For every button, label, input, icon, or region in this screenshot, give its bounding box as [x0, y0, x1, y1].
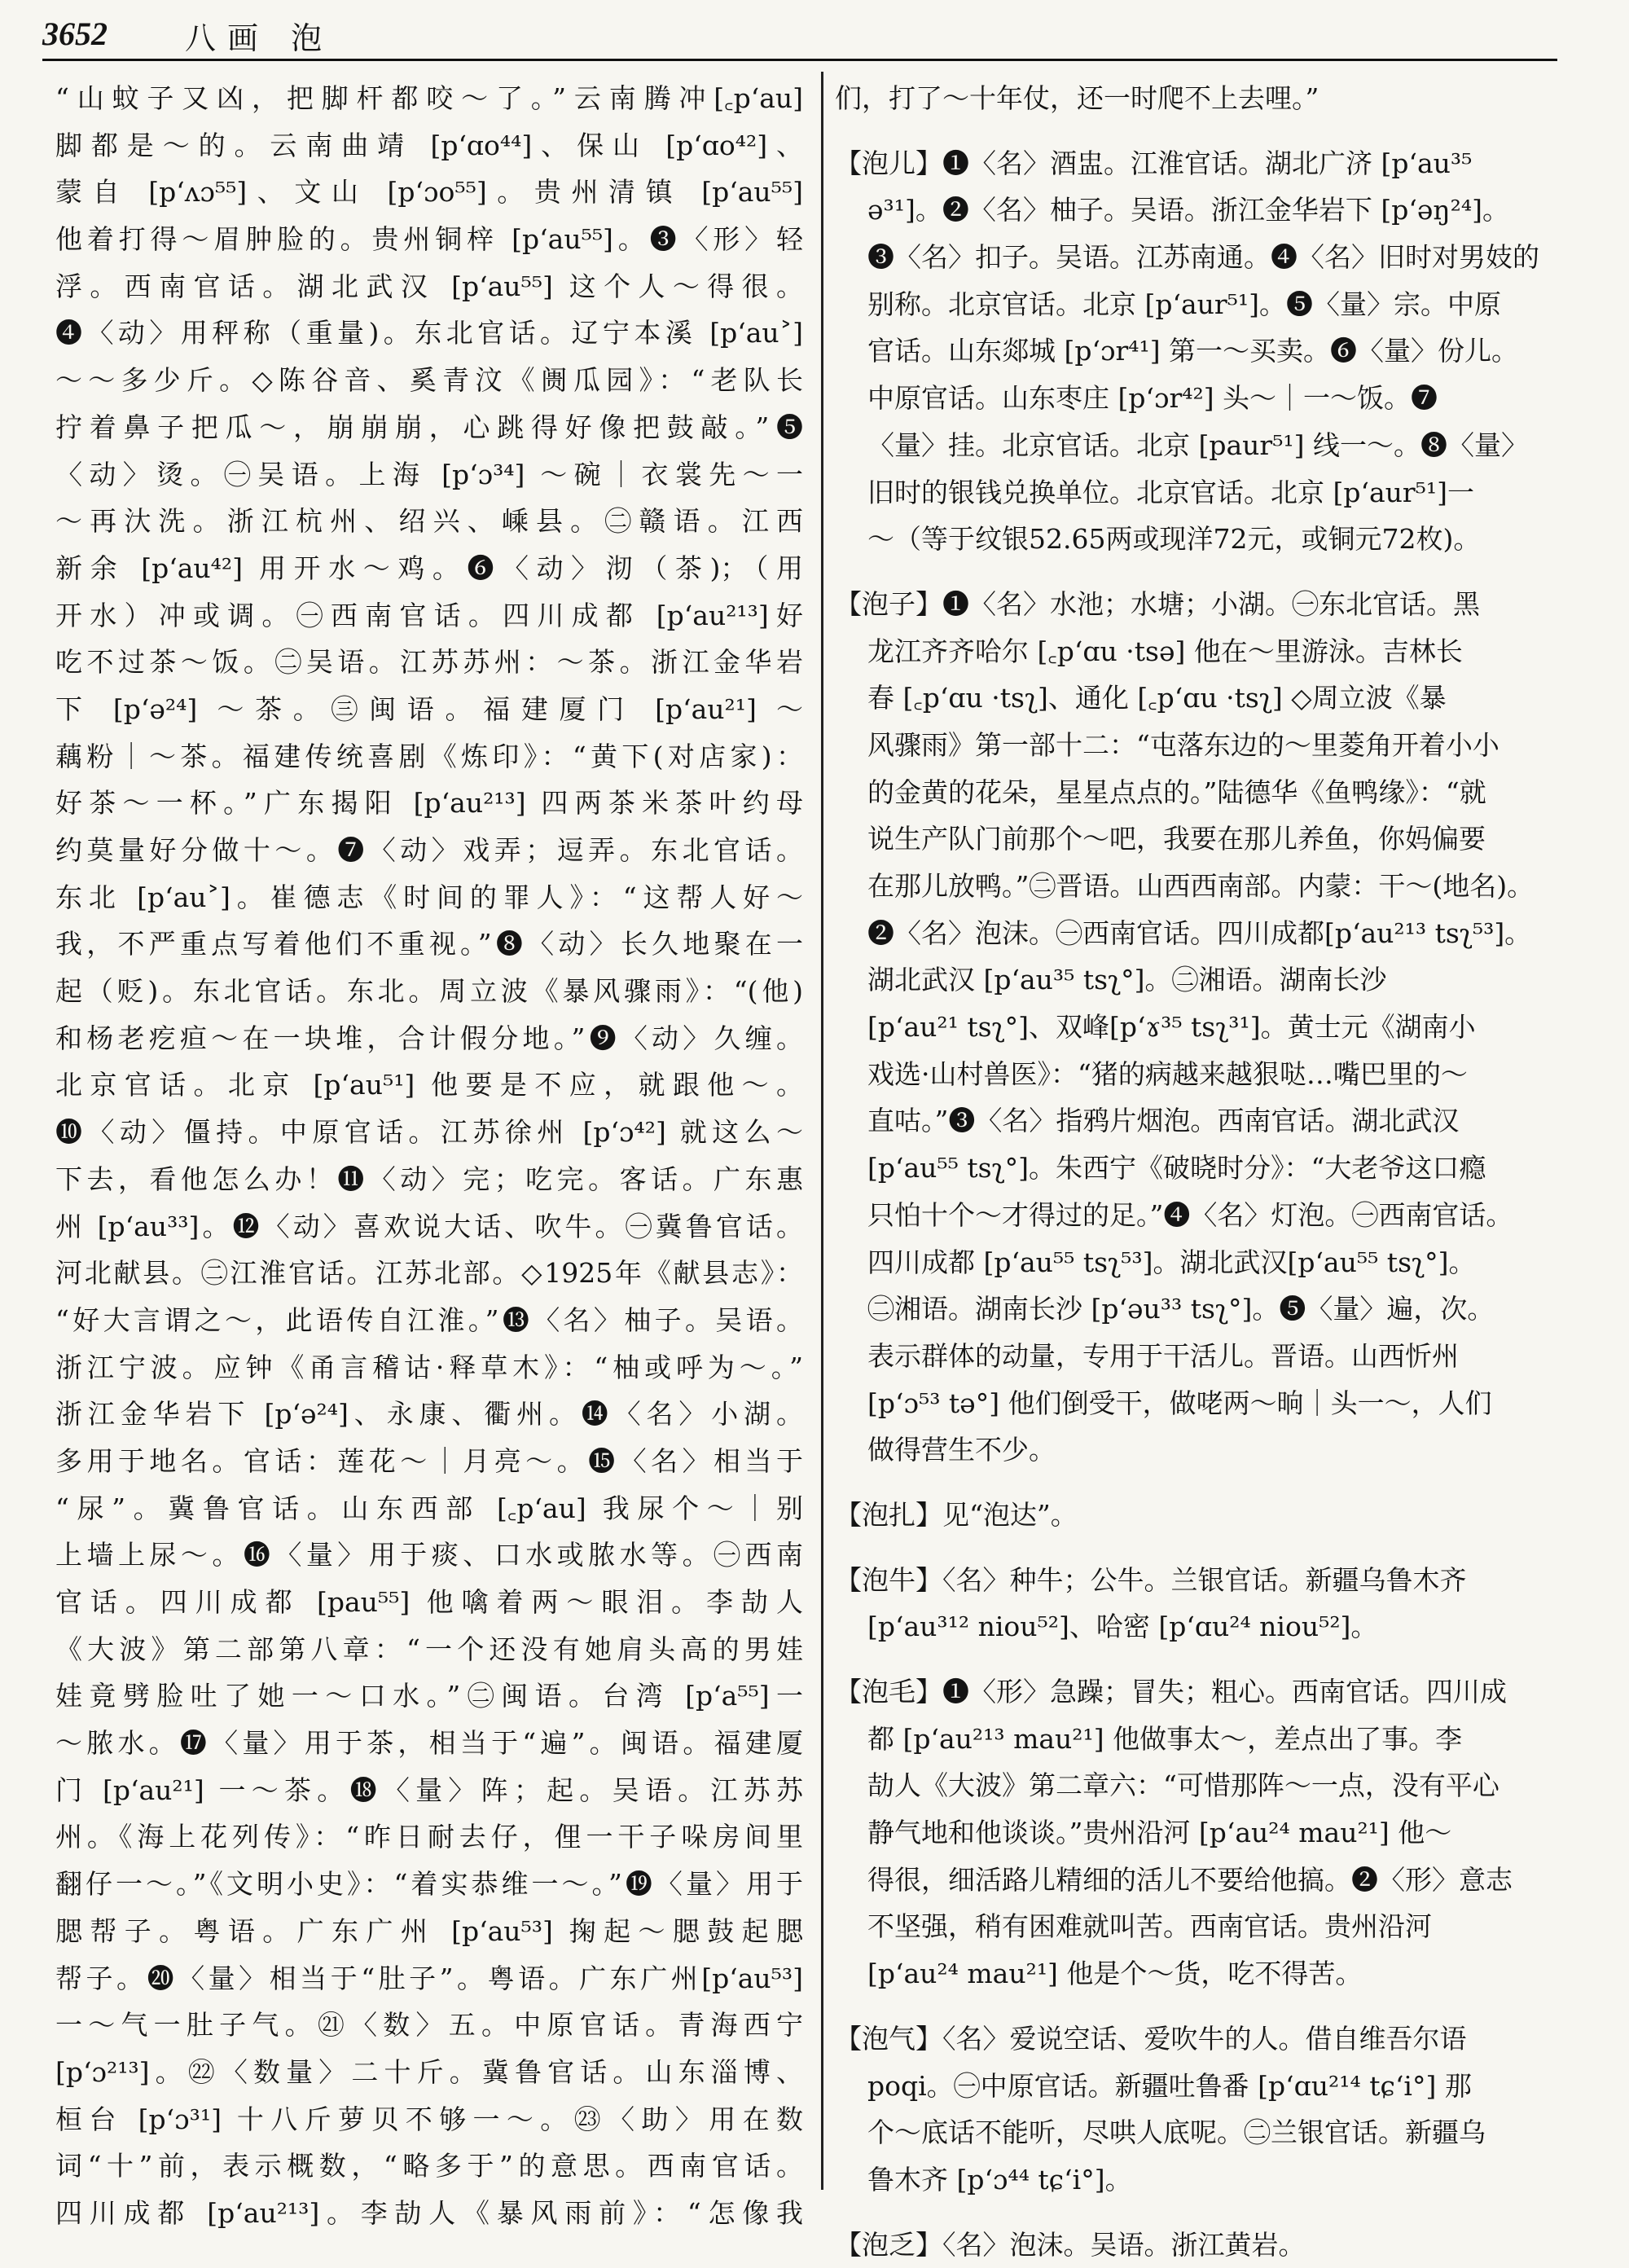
text-line: 一～气一肚子气。㉑〈数〉五。中原官话。青海西宁: [55, 2009, 803, 2042]
text-line: ❹〈动〉用秤称（重量)。东北官话。辽宁本溪 [p‘au˃]: [55, 317, 803, 349]
text-line: 翻仔一～。”《文明小史》：“着实恭维一～。”⓳〈量〉用于: [55, 1868, 803, 1901]
dictionary-entry: [835, 1492, 1568, 1539]
text-line: ㊁湘语。湖南长沙 [p‘əu³³ tsʅ°]。❺〈量〉遍，次。: [867, 1293, 1495, 1325]
text-line: 旧时的银钱兑换单位。北京官话。北京 [p‘aur⁵¹]一: [867, 476, 1475, 508]
text-line: ❸〈名〉扣子。吴语。江苏南通。❹〈名〉旧时对男妓的: [867, 241, 1539, 274]
text-line: 不坚强，稍有困难就叫苦。西南官话。贵州沿河: [867, 1910, 1432, 1943]
text-line: 新余 [p‘au⁴²] 用开水～鸡。❻〈动〉沏（茶)；（用: [55, 552, 803, 584]
entry-gap: [835, 563, 1568, 581]
page-header: [42, 10, 1557, 62]
text-line: 拧着鼻子把瓜～，崩崩崩，心跳得好像把鼓敲。”❺: [55, 411, 803, 443]
entry-gap: [835, 1474, 1568, 1492]
text-line: 说生产队门前那个～吧，我要在那儿养鱼，你妈偏要: [867, 823, 1486, 855]
text-line: 约莫量好分做十～。❼〈动〉戏弄；逗弄。东北官话。: [55, 834, 803, 866]
text-line: 腮帮子。粤语。广东广州 [p‘au⁵³] 掬起～腮鼓起腮: [55, 1914, 803, 1947]
entry-gap: [835, 2204, 1568, 2222]
text-line: 浮。西南官话。湖北武汉 [p‘au⁵⁵] 这个人～得很。: [55, 270, 803, 302]
running-title: 八画 泡: [185, 20, 334, 56]
left-column: [55, 75, 803, 2237]
text-line: 春 [꜀p‘ɑu ·tsʅ]、通化 [꜀p‘ɑu ·tsʅ] ◇周立波《暴: [867, 682, 1447, 714]
text-line: 静气地和他谈谈。”贵州沿河 [p‘au²⁴ mau²¹] 他～: [867, 1817, 1452, 1849]
text-line: [p‘au³¹² niou⁵²]、哈密 [p‘ɑu²⁴ niou⁵²]。: [867, 1611, 1378, 1643]
text-line: 上墙上尿～。⓰〈量〉用于痰、口水或脓水等。㊀西南: [55, 1539, 803, 1571]
text-line: 湖北武汉 [p‘au³⁵ tsʅ°]。㊁湘语。湖南长沙: [867, 964, 1387, 996]
text-line: “好大言谓之～，此语传自江淮。”⓭〈名〉柚子。吴语。: [55, 1303, 803, 1336]
text-line: 蒙自 [p‘ᴧɔ⁵⁵]、文山 [p‘ɔo⁵⁵]。贵州清镇 [p‘au⁵⁵]: [55, 176, 803, 209]
text-line: 鲁木齐 [p‘ɔ⁴⁴ tɕ‘i°]。: [867, 2163, 1132, 2195]
entry-headline: 【泡儿】❶〈名〉酒盅。江淮官话。湖北广济 [p‘au³⁵: [835, 147, 1473, 179]
text-line: 《大波》第二部第八章：“一个还没有她肩头高的男娃: [55, 1633, 803, 1665]
text-line: 河北献县。㊁江淮官话。江苏北部。◇1925年《献县志》：: [55, 1257, 803, 1290]
text-line: 门 [p‘au²¹] 一～茶。⓲〈量〉阵；起。吴语。江苏苏: [55, 1774, 803, 1806]
text-line: 浙江宁波。应钟《甬言稽诂·释草木》：“柚或呼为～。”: [55, 1351, 803, 1383]
text-line: 好茶～一杯。”广东揭阳 [p‘au²¹³] 四两茶米茶叶约母: [55, 787, 803, 820]
dictionary-entry: [835, 581, 1568, 1474]
text-line: 四川成都 [p‘au²¹³]。李劼人《暴风雨前》：“怎像我: [55, 2196, 803, 2229]
text-line: [p‘ɔ⁵³ tə°] 他们倒受干，做咾两～晌｜头一～，人们: [867, 1387, 1492, 1419]
dictionary-entry: [835, 1557, 1568, 1650]
text-line: 做得营生不少。: [867, 1434, 1056, 1466]
text-line: 们，打了～十年仗，还一时爬不上去哩。”: [835, 82, 1319, 114]
text-line: 北京官话。北京 [p‘au⁵¹] 他要是不应，就跟他～。: [55, 1069, 803, 1101]
entry-gap: [835, 1998, 1568, 2015]
text-line: 都 [p‘au²¹³ mau²¹] 他做事太～，差点出了事。李: [867, 1722, 1463, 1755]
text-line: 中原官话。山东枣庄 [p‘ɔr⁴²] 头～｜一～饭。❼: [867, 382, 1438, 415]
entry-headline: 【泡牛】〈名〉种牛；公牛。兰银官话。新疆乌鲁木齐: [835, 1563, 1467, 1596]
text-line: [p‘ɔ²¹³]。㉒〈数量〉二十斤。冀鲁官话。山东淄博、: [55, 2055, 803, 2088]
text-line: 个～底话不能听，尽哄人底呢。㊁兰银官话。新疆乌: [867, 2116, 1486, 2149]
text-line: 只怕十个～才得过的足。”❹〈名〉灯泡。㊀西南官话。: [867, 1198, 1513, 1231]
text-line: 我，不严重点写着他们不重视。”❽〈动〉长久地聚在一: [55, 928, 803, 960]
text-line: 〈量〉挂。北京官话。北京 [paur⁵¹] 线一～。❽〈量〉: [867, 429, 1529, 461]
text-line: 开水）冲或调。㊀西南官话。四川成都 [p‘au²¹³]好: [55, 599, 803, 631]
text-line: 别称。北京官话。北京 [p‘aur⁵¹]。❺〈量〉宗。中原: [867, 288, 1502, 320]
text-line: 他着打得～眉肿脸的。贵州铜梓 [p‘au⁵⁵]。❸〈形〉轻: [55, 223, 803, 256]
entry-gap: [835, 1650, 1568, 1668]
text-line: 〈动〉烫。㊀吴语。上海 [p‘ɔ³⁴] ～碗｜衣裳先～一: [55, 458, 803, 490]
right-column: [835, 75, 1568, 2268]
entry-headline: 【泡乏】〈名〉泡沫。吴语。浙江黄岩。: [835, 2228, 1306, 2261]
text-line: 官话。山东郯城 [p‘ɔr⁴¹] 第一～买卖。❻〈量〉份儿。: [867, 335, 1519, 367]
text-line: 表示群体的动量，专用于干活儿。晋语。山西忻州: [867, 1339, 1459, 1372]
entry-gap: [835, 122, 1568, 140]
dictionary-entry: [835, 2015, 1568, 2204]
text-line: 多用于地名。官话：莲花～｜月亮～。⓯〈名〉相当于: [55, 1444, 803, 1477]
text-line: 藕粉｜～茶。福建传统喜剧《炼印》：“黄下(对店家)：: [55, 740, 803, 772]
text-line: ə³¹]。❷〈名〉柚子。吴语。浙江金华岩下 [p‘əŋ²⁴]。: [867, 194, 1509, 226]
text-line: “尿”。冀鲁官话。山东西部 [꜀p‘au] 我尿个～｜别: [55, 1492, 803, 1524]
text-line: 桓台 [p‘ɔ³¹] 十八斤萝贝不够一～。㉓〈助〉用在数: [55, 2103, 803, 2135]
column-divider: [821, 72, 823, 2190]
text-line: poqi。㊀中原官话。新疆吐鲁番 [p‘ɑu²¹⁴ tɕ‘i°] 那: [867, 2069, 1472, 2102]
text-line: 戏选·山村兽医》：“猪的病越来越狠哒…嘴巴里的～: [867, 1057, 1468, 1090]
text-line: [p‘au⁵⁵ tsʅ°]。朱西宁《破晓时分》：“大老爷这口瘾: [867, 1152, 1486, 1185]
text-line: 帮子。⓴〈量〉相当于“肚子”。粤语。广东广州[p‘au⁵³]: [55, 1962, 803, 1994]
text-line: 直咕。”❸〈名〉指鸦片烟泡。西南官话。湖北武汉: [867, 1105, 1460, 1137]
text-line: [p‘au²¹ tsʅ°]、双峰[p‘ɤ³⁵ tsʅ³¹]。黄士元《湖南小: [867, 1011, 1476, 1044]
text-line: 官话。四川成都 [pau⁵⁵] 他噙着两～眼泪。李劼人: [55, 1586, 803, 1618]
text-line: ～再汏洗。浙江杭州、绍兴、嵊县。㊁赣语。江西: [55, 505, 803, 538]
text-line: 吃不过茶～饭。㊁吴语。江苏苏州：～茶。浙江金华岩: [55, 646, 803, 679]
text-line: 得很，细活路儿精细的活儿不要给他搞。❷〈形〉意志: [867, 1863, 1513, 1896]
text-line: 下去，看他怎么办！⓫〈动〉完；吃完。客话。广东惠: [55, 1163, 803, 1195]
text-line: ❷〈名〉泡沫。㊀西南官话。四川成都[p‘au²¹³ tsʅ⁵³]。: [867, 916, 1532, 949]
text-line: ❿〈动〉僵持。中原官话。江苏徐州 [p‘ɔ⁴²] 就这么～: [55, 1116, 803, 1149]
dictionary-entry: [835, 1668, 1568, 1998]
dictionary-entry: [835, 2222, 1568, 2268]
text-line: 龙江齐齐哈尔 [꜀p‘ɑu ·tsə] 他在～里游泳。吉林长: [867, 635, 1463, 667]
text-line: 东北 [p‘au˃]。崔德志《时间的罪人》：“这帮人好～: [55, 881, 803, 913]
entry-gap: [835, 1539, 1568, 1557]
text-line: 在那儿放鸭。”㊁晋语。山西西南部。内蒙：干～(地名)。: [867, 870, 1535, 902]
entry-headline: 【泡气】〈名〉爱说空话、爱吹牛的人。借自维吾尔语: [835, 2022, 1467, 2055]
text-line: 四川成都 [p‘au⁵⁵ tsʅ⁵³]。湖北武汉[p‘au⁵⁵ tsʅ°]。: [867, 1246, 1476, 1278]
entry-headline: 【泡子】❶〈名〉水池；水塘；小湖。㊀东北官话。黑: [835, 587, 1480, 620]
dictionary-entry: [835, 140, 1568, 563]
text-line: [p‘au²⁴ mau²¹] 他是个～货，吃不得苦。: [867, 1958, 1363, 1990]
text-line: 风骤雨》第一部十二：“屯落东边的～里菱角开着小小: [867, 728, 1499, 761]
text-line: 浙江金华岩下 [p‘ə²⁴]、永康、衢州。⓮〈名〉小湖。: [55, 1398, 803, 1431]
header-rule: [42, 59, 1557, 61]
text-line: “山蚊子又凶，把脚杆都咬～了。”云南腾冲[꜀p‘au]: [55, 82, 803, 114]
text-line: ～（等于纹银52.65两或现洋72元，或铜元72枚)。: [867, 523, 1481, 556]
continued-text: [835, 75, 1568, 122]
text-line: 脚都是～的。云南曲靖 [p‘ɑo⁴⁴]、保山 [p‘ɑo⁴²]、: [55, 129, 803, 161]
text-line: 词“十”前，表示概数，“略多于”的意思。西南官话。: [55, 2150, 803, 2182]
text-line: 州。《海上花列传》：“昨日耐去仔，俚一干子哚房间里: [55, 1821, 803, 1853]
entry-headline: 【泡扎】见“泡达”。: [835, 1498, 1078, 1531]
text-line: 的金黄的花朵，星星点点的。”陆德华《鱼鸭缘》：“就: [867, 776, 1486, 808]
entry-headline: 【泡毛】❶〈形〉急躁；冒失；粗心。西南官话。四川成: [835, 1676, 1507, 1708]
text-line: ～脓水。⓱〈量〉用于茶，相当于“遍”。闽语。福建厦: [55, 1727, 803, 1760]
text-line: 娃竟劈脸吐了她一～口水。”㊁闽语。台湾 [p‘a⁵⁵]一: [55, 1680, 803, 1712]
text-line: 和杨老疙疸～在一块堆，合计假分地。”❾〈动〉久缠。: [55, 1022, 803, 1054]
text-line: 州 [p‘au³³]。⓬〈动〉喜欢说大话、吹牛。㊀冀鲁官话。: [55, 1210, 803, 1242]
text-line: 起（贬)。东北官话。东北。周立波《暴风骤雨》：“(他): [55, 975, 803, 1008]
text-line: ～～多少斤。◇陈谷音、奚青汶《阓瓜园》：“老队长: [55, 364, 803, 397]
text-line: 下 [p‘ə²⁴] ～茶。㊂闽语。福建厦门 [p‘au²¹] ～: [55, 692, 803, 725]
text-line: 劼人《大波》第二章六：“可惜那阵～一点，没有平心: [867, 1769, 1499, 1802]
page-number: 3652: [42, 15, 108, 52]
